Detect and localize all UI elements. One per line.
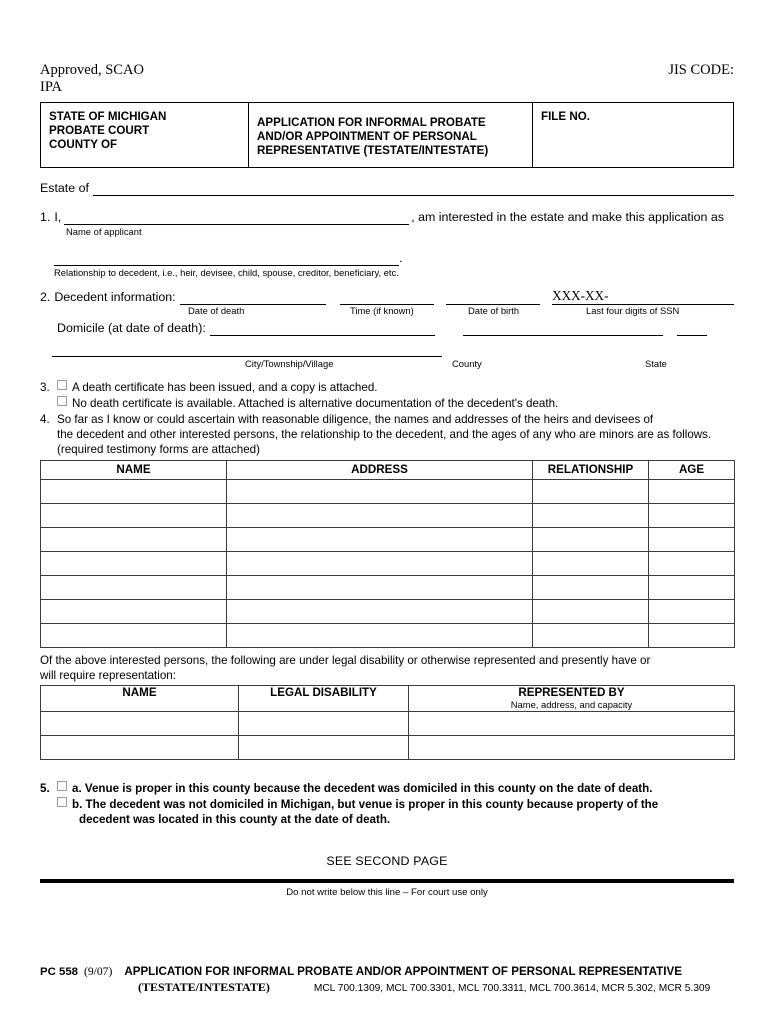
- heirs-cell-address[interactable]: [227, 479, 533, 503]
- time-of-death-input[interactable]: [340, 291, 434, 305]
- heirs-cell-age[interactable]: [649, 479, 735, 503]
- item-5-option-b-line-1: b. The decedent was not domiciled in Michigan, but venue is proper in this county because property of the: [72, 797, 659, 811]
- footer-line-1: [40, 965, 734, 978]
- table-row: [41, 599, 735, 623]
- heirs-cell-age[interactable]: [649, 551, 735, 575]
- heirs-cell-relationship[interactable]: [533, 503, 649, 527]
- domicile-state-input[interactable]: [677, 322, 707, 336]
- heirs-cell-relationship[interactable]: [533, 527, 649, 551]
- heirs-cell-relationship[interactable]: [533, 599, 649, 623]
- county-of-text: COUNTY OF: [49, 138, 118, 152]
- disability-note-line-1: Of the above interested persons, the following are under legal disability or otherwise represented and presently have or: [40, 653, 651, 667]
- form-group-text: IPA: [40, 79, 63, 95]
- heirs-cell-name[interactable]: [41, 479, 227, 503]
- disability-table-header-row: [41, 686, 735, 712]
- item-5-block: [40, 781, 734, 828]
- applicant-name-sublabel: Name of applicant: [66, 226, 142, 237]
- relationship-sublabel: Relationship to decedent, i.e., heir, devisee, child, spouse, creditor, beneficiary, etc.: [54, 267, 399, 278]
- item-3-block: [40, 380, 734, 411]
- heirs-cell-address[interactable]: [227, 575, 533, 599]
- heirs-cell-relationship[interactable]: [533, 551, 649, 575]
- time-sublabel: Time (if known): [350, 305, 414, 316]
- date-of-death-sublabel: Date of death: [188, 305, 245, 316]
- heirs-cell-name[interactable]: [41, 527, 227, 551]
- date-of-death-input[interactable]: [180, 291, 327, 305]
- item-1-tail-text: , am interested in the estate and make this application as: [411, 210, 724, 224]
- disability-cell-name[interactable]: [41, 712, 239, 736]
- footer-line-2: [40, 980, 734, 995]
- heirs-cell-age[interactable]: [649, 623, 735, 647]
- heirs-cell-relationship[interactable]: [533, 575, 649, 599]
- disability-cell-name[interactable]: [41, 736, 239, 760]
- heirs-cell-address[interactable]: [227, 599, 533, 623]
- table-row: [41, 527, 735, 551]
- disability-cell-represented-by[interactable]: [409, 736, 735, 760]
- heirs-cell-relationship[interactable]: [533, 479, 649, 503]
- disability-cell-legal-disability[interactable]: [239, 712, 409, 736]
- relationship-period: .: [399, 251, 403, 265]
- domicile-sublabels: [40, 358, 734, 372]
- applicant-name-input[interactable]: [64, 211, 409, 225]
- heirs-cell-relationship[interactable]: [533, 623, 649, 647]
- state-sublabel: State: [645, 358, 667, 369]
- table-row: [41, 551, 735, 575]
- item-1-block: [40, 210, 734, 279]
- estate-of-row: [40, 181, 734, 196]
- form-title-cell: [249, 103, 533, 167]
- form-footer: [40, 965, 734, 995]
- domicile-county-input[interactable]: [463, 322, 663, 336]
- item-4-number: 4.: [40, 413, 50, 426]
- jis-code-label: JIS CODE:: [668, 62, 734, 78]
- estate-of-input[interactable]: [93, 182, 734, 196]
- table-row: [41, 623, 735, 647]
- heirs-col-relationship: RELATIONSHIP: [533, 460, 649, 479]
- table-row: [41, 575, 735, 599]
- disability-cell-represented-by[interactable]: [409, 712, 735, 736]
- date-of-birth-input[interactable]: [446, 291, 540, 305]
- heirs-cell-name[interactable]: [41, 503, 227, 527]
- item-5-number: 5.: [40, 782, 50, 796]
- domicile-city-overflow-input[interactable]: [52, 350, 442, 357]
- county-sublabel: County: [452, 358, 482, 369]
- decedent-sublabels: [40, 305, 734, 318]
- heirs-cell-age[interactable]: [649, 503, 735, 527]
- form-content: [40, 62, 734, 898]
- item-1-line: [40, 210, 734, 225]
- see-second-page-text: SEE SECOND PAGE: [326, 853, 448, 868]
- heirs-cell-name[interactable]: [41, 575, 227, 599]
- table-row: [41, 712, 735, 736]
- approved-scao-text: Approved, SCAO: [40, 62, 144, 78]
- file-number-cell[interactable]: [533, 103, 733, 167]
- domicile-second-line: [40, 350, 734, 357]
- heirs-cell-age[interactable]: [649, 599, 735, 623]
- item-3-option-b-label: No death certificate is available. Attached is alternative documentation of the decedent's death.: [72, 396, 559, 410]
- disability-col-represented-by-label: REPRESENTED BY: [518, 686, 625, 700]
- venue-property-checkbox[interactable]: [57, 797, 67, 807]
- item-4-line-1-row: [40, 412, 734, 427]
- heirs-cell-address[interactable]: [227, 503, 533, 527]
- court-use-only-text: Do not write below this line – For court use only: [286, 886, 488, 898]
- table-row: [41, 503, 735, 527]
- heirs-cell-address[interactable]: [227, 527, 533, 551]
- venue-domiciled-checkbox[interactable]: [57, 781, 67, 791]
- item-3-number: 3.: [40, 381, 50, 394]
- disability-col-legal-disability: LEGAL DISABILITY: [239, 686, 409, 712]
- item-3-option-a-label: A death certificate has been issued, and a copy is attached.: [72, 381, 378, 394]
- item-2-block: [40, 289, 734, 372]
- item-5-option-a-row: [40, 781, 734, 797]
- footer-form-subtitle: (TESTATE/INTESTATE): [138, 980, 270, 994]
- item-3-option-b-row: [40, 396, 734, 412]
- form-title-line-3: REPRESENTATIVE (TESTATE/INTESTATE): [257, 144, 489, 158]
- disability-note: [40, 653, 734, 683]
- ssn-sublabel: Last four digits of SSN: [586, 305, 680, 316]
- decedent-info-line: [40, 289, 734, 305]
- heirs-col-name: NAME: [41, 460, 227, 479]
- heirs-table: [40, 460, 735, 648]
- ssn-input[interactable]: XXX-XX-: [552, 289, 734, 305]
- court-identification-cell: [41, 103, 249, 167]
- table-row: [41, 736, 735, 760]
- disability-table: [40, 685, 735, 760]
- heirs-cell-age[interactable]: [649, 575, 735, 599]
- footer-citations: MCL 700.1309, MCL 700.3301, MCL 700.3311, MCL 700.3614, MCR 5.302, MCR 5.309: [313, 983, 711, 994]
- heirs-col-age: AGE: [649, 460, 735, 479]
- form-title-line-2: AND/OR APPOINTMENT OF PERSONAL: [257, 130, 477, 144]
- domicile-line: [40, 321, 734, 336]
- no-death-certificate-checkbox[interactable]: [57, 396, 67, 406]
- disability-note-line-2: will require representation:: [40, 668, 176, 682]
- item-5-option-b-line-2: decedent was located in this county at the date of death.: [79, 813, 391, 827]
- item-2-number: 2.: [40, 290, 51, 304]
- item-1-number: 1.: [40, 210, 51, 224]
- decedent-info-label: Decedent information:: [54, 290, 176, 304]
- form-title-line-1: APPLICATION FOR INFORMAL PROBATE: [257, 116, 486, 129]
- domicile-city-input[interactable]: [210, 322, 435, 336]
- city-sublabel: City/Township/Village: [245, 358, 334, 369]
- form-revision-text: (9/07): [84, 965, 113, 978]
- approval-row: [40, 62, 734, 96]
- estate-of-label: Estate of: [40, 181, 89, 195]
- file-no-label: FILE NO.: [541, 110, 590, 123]
- item-5-option-a-label: a. Venue is proper in this county because the decedent was domiciled in this county on the date of death.: [72, 782, 653, 796]
- item-4-line-2: the decedent and other interested persons, the relationship to the decedent, and the ages of any who are minors are as follows.: [57, 428, 712, 442]
- table-row: [41, 479, 735, 503]
- heirs-cell-name[interactable]: [41, 599, 227, 623]
- heirs-cell-age[interactable]: [649, 527, 735, 551]
- disability-cell-legal-disability[interactable]: [239, 736, 409, 760]
- heirs-col-address: ADDRESS: [227, 460, 533, 479]
- form-number-text: PC 558: [40, 966, 78, 978]
- domicile-label: Domicile (at date of death):: [57, 321, 206, 335]
- footer-form-title: APPLICATION FOR INFORMAL PROBATE AND/OR APPOINTMENT OF PERSONAL REPRESENTATIVE: [124, 965, 682, 978]
- heirs-cell-address[interactable]: [227, 551, 533, 575]
- disability-col-name: NAME: [41, 686, 239, 712]
- heirs-table-header-row: [41, 460, 735, 479]
- death-certificate-attached-checkbox[interactable]: [57, 380, 67, 390]
- heirs-cell-address[interactable]: [227, 623, 533, 647]
- caption-box: [40, 102, 734, 168]
- disability-col-represented-by-sublabel: Name, address, and capacity: [510, 699, 633, 711]
- heirs-cell-name[interactable]: [41, 551, 227, 575]
- court-use-divider: [40, 879, 734, 883]
- item-4-line-3: (required testimony forms are attached): [57, 443, 260, 457]
- item-4-block: [40, 412, 734, 458]
- item-5-option-b-row: [40, 797, 734, 813]
- item-3-option-a-row: [40, 380, 734, 396]
- probate-court-text: PROBATE COURT: [49, 124, 150, 138]
- date-of-birth-sublabel: Date of birth: [468, 305, 520, 316]
- state-of-michigan-text: STATE OF MICHIGAN: [49, 110, 167, 123]
- approval-left: [40, 62, 144, 96]
- relationship-line: [40, 251, 734, 266]
- relationship-input[interactable]: [54, 252, 399, 266]
- disability-col-represented-by: [409, 686, 735, 712]
- heirs-cell-name[interactable]: [41, 623, 227, 647]
- item-1-lead-text: I,: [54, 210, 62, 224]
- item-4-line-1: So far as I know or could ascertain with reasonable diligence, the names and addresses of the heirs and devisees of: [57, 413, 654, 426]
